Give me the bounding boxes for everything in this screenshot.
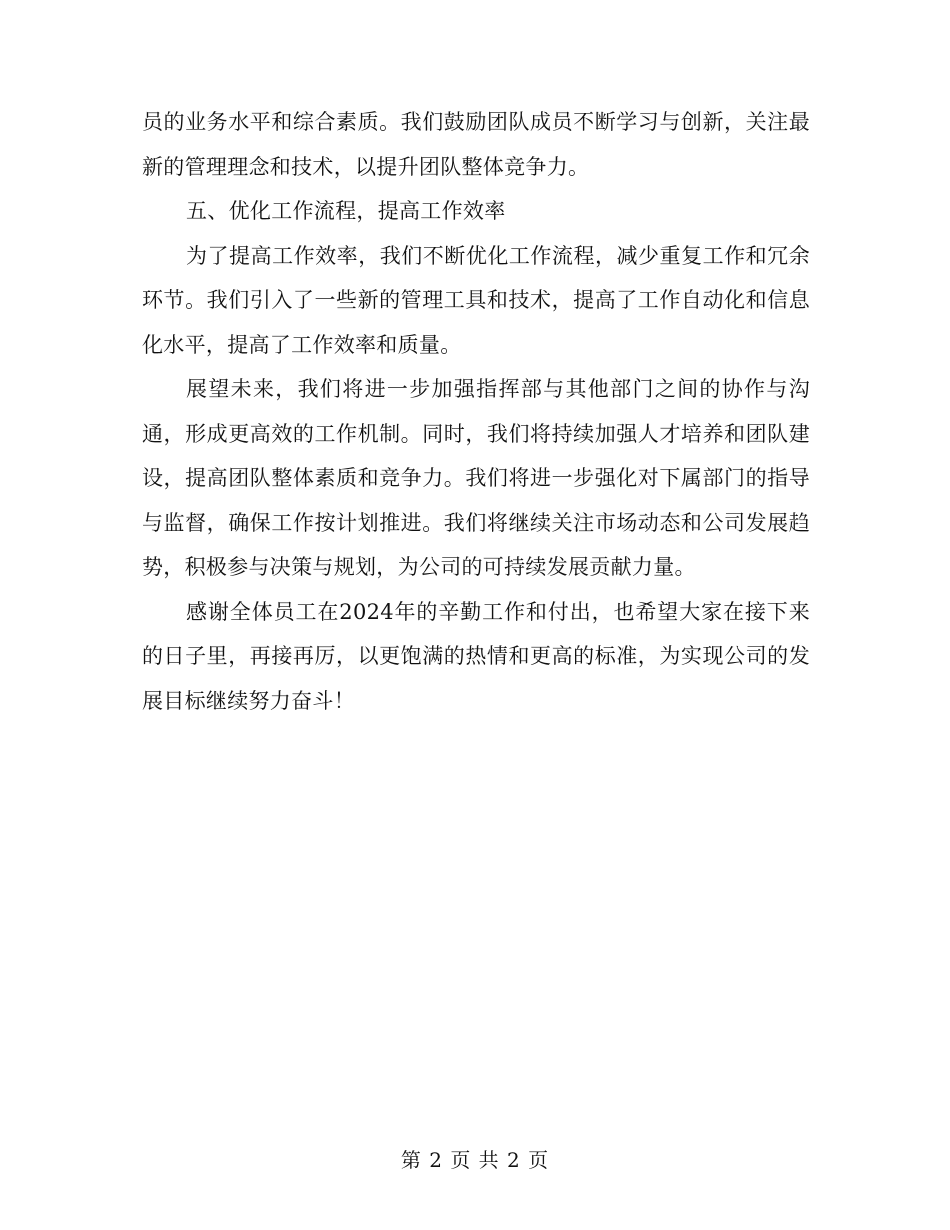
paragraph-thanks: 感谢全体员工在2024年的辛勤工作和付出，也希望大家在接下来的日子里，再接再厉，以更饱满的热情和更高的标准，为实现公司的发展目标继续努力奋斗！ (142, 599, 810, 713)
paragraph-workflow: 为了提高工作效率，我们不断优化工作流程，减少重复工作和冗余环节。我们引入了一些新的管理工具和技术，提高了工作自动化和信息化水平，提高了工作效率和质量。 (142, 243, 810, 357)
section-heading: 五、优化工作流程，提高工作效率 (186, 199, 506, 223)
paragraph-outlook: 展望未来，我们将进一步加强指挥部与其他部门之间的协作与沟通，形成更高效的工作机制。同时，我们将持续加强人才培养和团队建设，提高团队整体素质和竞争力。我们将进一步强化对下属部门的指导与监督，确保工作按计划推进。我们将继续关注市场动态和公司发展趋势，积极参与决策与规划，为公司的可持续发展贡献力量。 (142, 377, 810, 579)
paragraph-continuation: 员的业务水平和综合素质。我们鼓励团队成员不断学习与创新，关注最新的管理理念和技术，以提升团队整体竞争力。 (142, 110, 810, 179)
page-footer: 第 2 页 共 2 页 (400, 1148, 550, 1172)
document-body (142, 100, 810, 723)
